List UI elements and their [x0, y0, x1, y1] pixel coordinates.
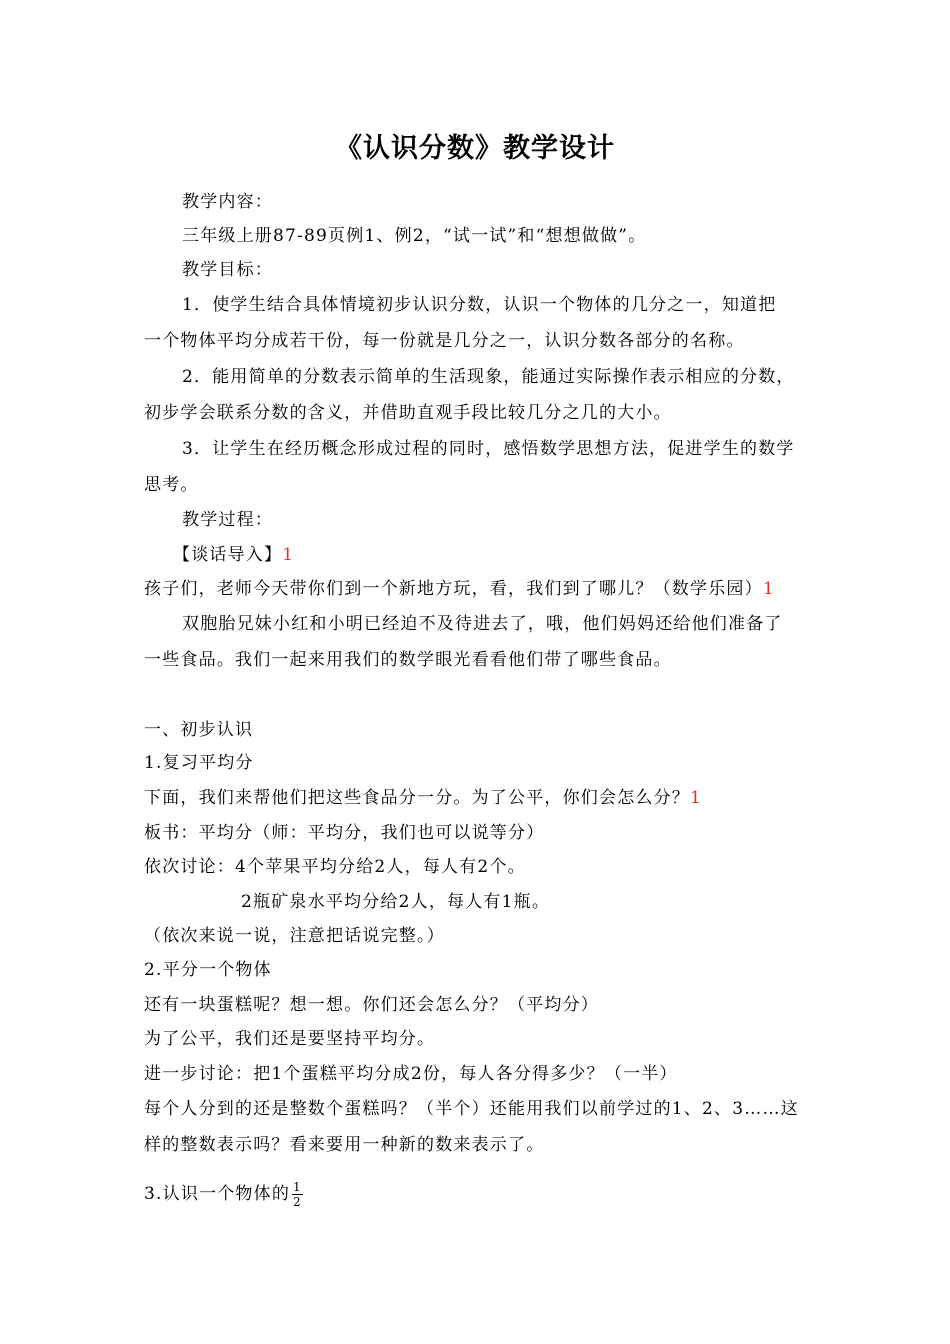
- goal3-line2: 思考。: [144, 475, 199, 495]
- process-heading: 教学过程：: [182, 510, 273, 530]
- fraction-numerator: 1: [293, 1180, 302, 1194]
- review-text-line: [144, 786, 809, 810]
- fraction-one-half: [292, 1180, 303, 1209]
- goal3-line1: 3．让学生在经历概念形成过程的同时，感悟数学思想方法，促进学生的数学: [182, 439, 795, 459]
- intro-text-line: [144, 577, 809, 601]
- goal1-line2: 一个物体平均分成若干份，每一份就是几分之一，认识分数各部分的名称。: [144, 331, 745, 351]
- section-heading: 一、初步认识: [144, 720, 254, 740]
- content-heading: 教学内容：: [182, 192, 273, 212]
- cake-line-4b: 样的整数表示吗？看来要用一种新的数来表示了。: [144, 1135, 545, 1155]
- comment-marker: 1: [762, 579, 775, 599]
- cake-line-3: 进一步讨论：把1个蛋糕平均分成2份，每人各分得多少？（一半）: [144, 1064, 678, 1084]
- goal-heading: 教学目标：: [182, 260, 273, 280]
- goal1-line1: 1．使学生结合具体情境初步认识分数，认识一个物体的几分之一，知道把: [182, 295, 777, 315]
- twins-line1: 双胞胎兄妹小红和小明已经迫不及待进去了，哦，他们妈妈还给他们准备了: [182, 614, 783, 634]
- discussion-1: 依次讨论：4个苹果平均分给2人，每人有2个。: [144, 857, 526, 877]
- board-note: 板书：平均分（师：平均分，我们也可以说等分）: [144, 823, 545, 843]
- discussion-3: （依次来说一说，注意把话说完整。）: [144, 926, 445, 946]
- subsection-half: [144, 1180, 809, 1209]
- intro-heading: 【谈话导入】: [173, 545, 283, 565]
- page-title: 《认识分数》教学设计: [335, 133, 615, 164]
- cake-line-1: 还有一块蛋糕呢？想一想。你们还会怎么分？（平均分）: [144, 995, 599, 1015]
- content-text: 三年级上册87-89页例1、例2，“试一试”和“想想做做”。: [182, 226, 647, 246]
- comment-marker: 1: [690, 788, 703, 808]
- goal2-line1: 2．能用简单的分数表示简单的生活现象，能通过实际操作表示相应的分数，: [182, 367, 795, 387]
- comment-marker: 1: [282, 545, 295, 565]
- review-text: 下面，我们来帮他们把这些食品分一分。为了公平，你们会怎么分？: [144, 788, 690, 808]
- intro-text: 孩子们，老师今天带你们到一个新地方玩，看，我们到了哪儿？（数学乐园）: [144, 579, 763, 599]
- twins-line2: 一些食品。我们一起来用我们的数学眼光看看他们带了哪些食品。: [144, 650, 672, 670]
- subsection-half-label: 3.认识一个物体的: [144, 1184, 291, 1204]
- cake-line-2: 为了公平，我们还是要坚持平均分。: [144, 1029, 436, 1049]
- cake-line-4a: 每个人分到的还是整数个蛋糕吗？（半个）还能用我们以前学过的1、2、3……这: [144, 1099, 799, 1119]
- fraction-denominator: 2: [293, 1195, 302, 1209]
- subsection-review: 1.复习平均分: [144, 753, 254, 773]
- subsection-divide: 2.平分一个物体: [144, 960, 272, 980]
- discussion-2: 2瓶矿泉水平均分给2人，每人有1瓶。: [241, 892, 551, 912]
- goal2-line2: 初步学会联系分数的含义，并借助直观手段比较几分之几的大小。: [144, 403, 672, 423]
- intro-heading-line: [173, 543, 809, 567]
